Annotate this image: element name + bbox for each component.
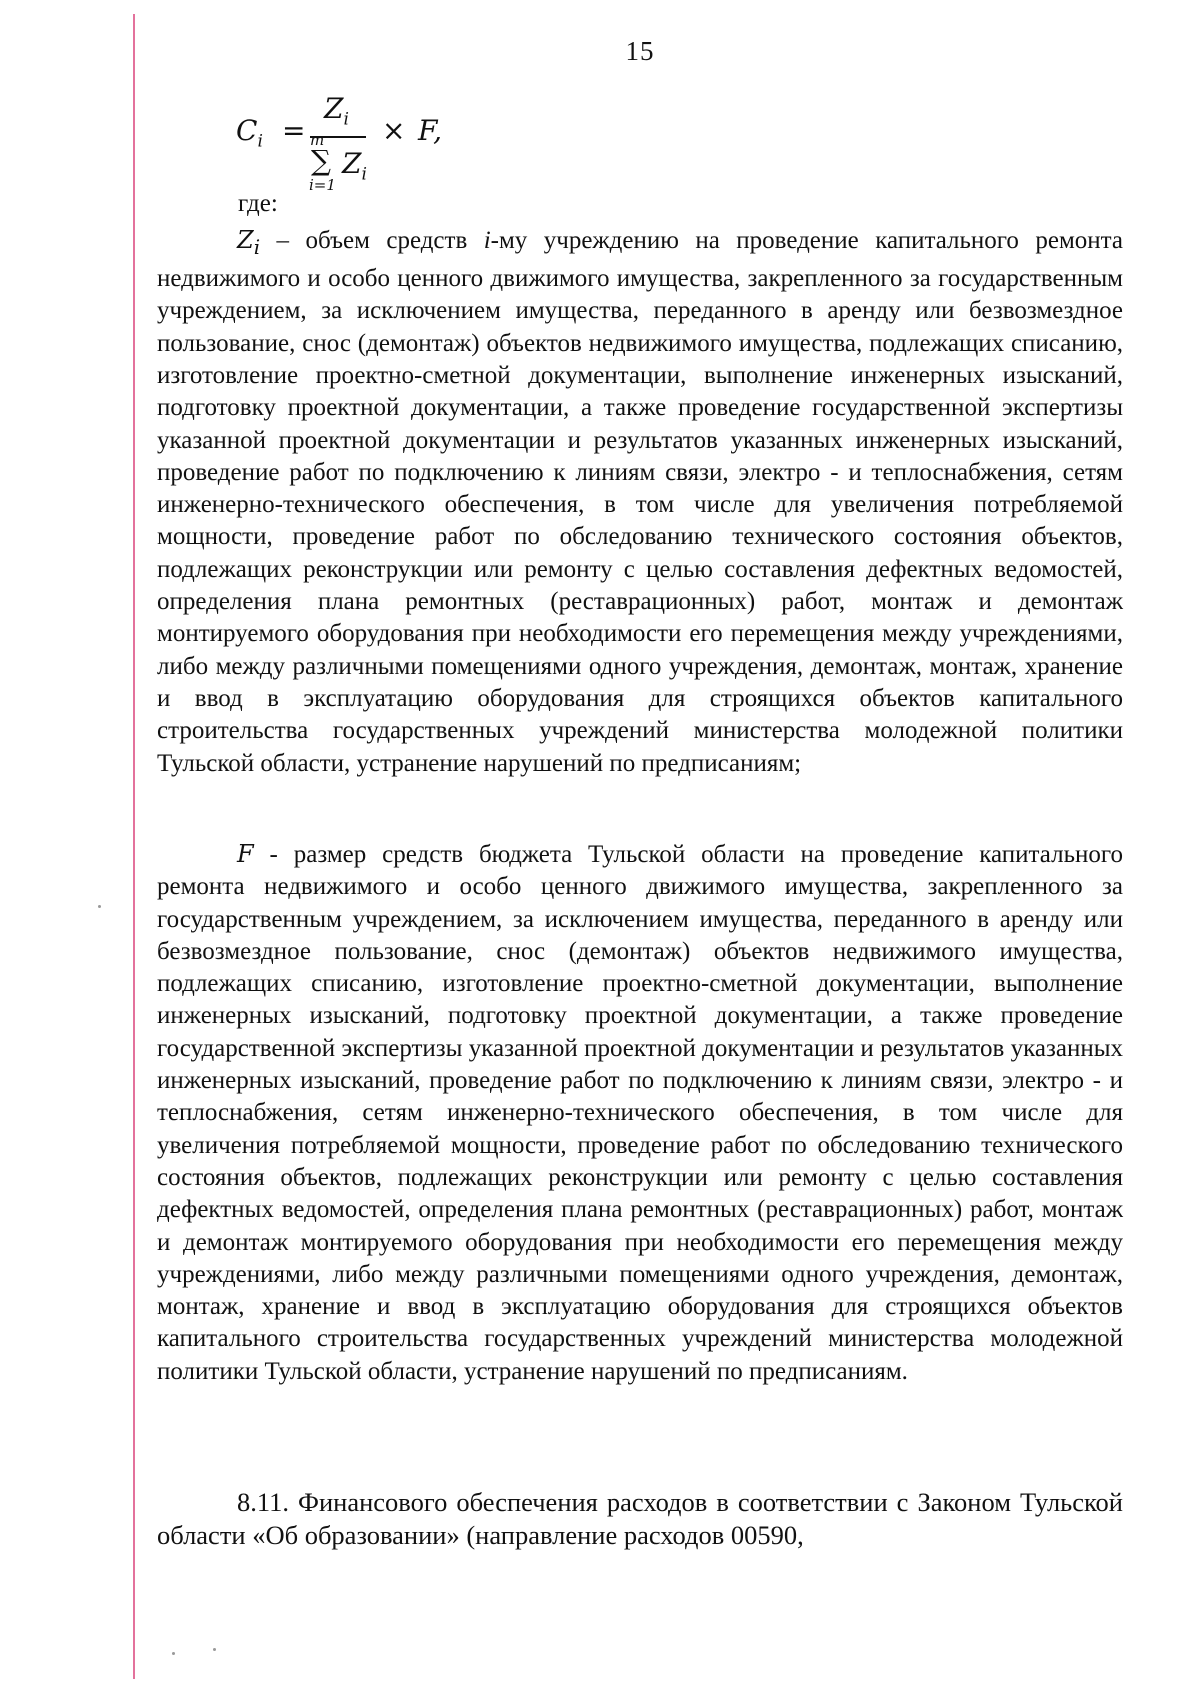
where-label: где: — [238, 190, 278, 217]
definition-zi: $Z_i$ – объем средств i-му учреждению на проведение капитального ремонта недвижимого и особо ценного движимого имущества, закрепленного за государственным учреждением, за исключением имущества, переданного в аренду или безвозмездное пользование, снос (демонтаж) объектов недвижимого имущества, подлежащих списанию, изготовление проектно-сметной документации, выполнение инженерных изысканий, подготовку проектной документации, а также проведение государственной экспертизы указанной проектной документации и результатов указанных инженерных изысканий, проведение работ по подключению к линиям связи, электро - и теплоснабжения, сетям инженерно-технического обеспечения, в том числе для увеличения потребляемой мощности, проведение работ по обследованию технического состояния объектов, подлежащих реконструкции или ремонту с целью составления дефектных ведомостей, определения плана ремонтных (реставрационных) работ, монтаж и демонтаж монтируемого оборудования при необходимости его перемещения между учреждениями, либо между различными помещениями одного учреждения, демонтаж, монтаж, хранение и ввод в эксплуатацию оборудования для строящихся объектов капитального строительства государственных учреждений министерства молодежной политики Тульской области, устранение нарушений по предписаниям; — [157, 226, 1123, 777]
definition-f: F - размер средств бюджета Тульской области на проведение капитального ремонта недвижимого и особо ценного движимого имущества, закрепленного за государственным учреждением, за исключением имущества, переданного в аренду или безвозмездное пользование, снос (демонтаж) объектов недвижимого имущества, подлежащих списанию, изготовление проектно-сметной документации, выполнение инженерных изысканий, подготовку проектной документации, а также проведение государственной экспертизы указанной проектной документации и результатов указанных инженерных изысканий, проведение работ по подключению к линиям связи, электро - и теплоснабжения, сетям инженерно-технического обеспечения, в том числе для увеличения потребляемой мощности, проведение работ по обследованию технического состояния объектов, подлежащих реконструкции или ремонту с целью составления дефектных ведомостей, определения плана ремонтных (реставрационных) работ, монтаж и демонтаж монтируемого оборудования при необходимости его перемещения между учреждениями, либо между различными помещениями одного учреждения, демонтаж, монтаж, хранение и ввод в эксплуатацию оборудования для строящихся объектов капитального строительства государственных учреждений министерства молодежной политики Тульской области, устранение нарушений по предписаниям. — [157, 840, 1123, 1385]
formula-factor: F, — [418, 114, 442, 147]
scan-speck — [98, 905, 101, 908]
scan-speck — [172, 1652, 175, 1655]
variable-zi: $Z_i$ — [237, 226, 261, 259]
formula-numerator: $Z_i$ — [324, 92, 349, 130]
page-number: 15 — [625, 36, 655, 66]
variable-f: F — [237, 840, 254, 868]
formula — [236, 88, 496, 198]
formula-equals: = — [282, 114, 306, 147]
margin-line — [133, 14, 135, 1679]
sum-lower-limit: i=1 — [309, 176, 336, 194]
formula-times: × — [382, 114, 406, 147]
scan-speck — [213, 1648, 216, 1651]
clause-8-11: 8.11. Финансового обеспечения расходов в соответствии с Законом Тульской области «Об образовании» (направление расходов 00590, — [157, 1487, 1123, 1550]
formula-denominator-term: $Z_i$ — [342, 147, 367, 185]
formula-lhs: $C_i$ — [236, 114, 263, 152]
sum-symbol: ∑ — [311, 144, 331, 177]
sum-upper-limit: m — [310, 131, 325, 149]
